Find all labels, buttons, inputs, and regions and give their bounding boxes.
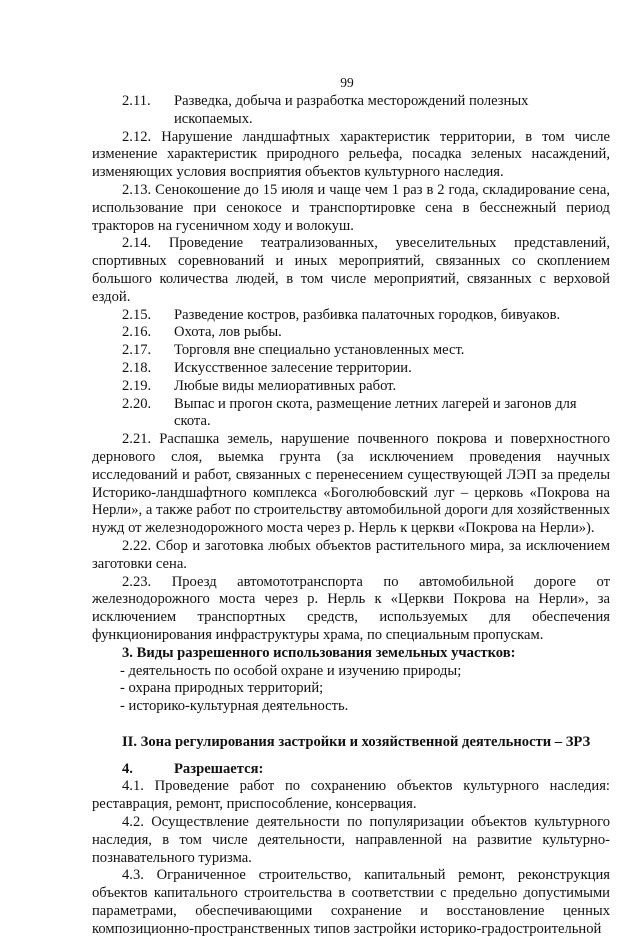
permitted-use-item: - деятельность по особой охране и изучению природы; <box>120 662 462 679</box>
list-item-2-15 <box>92 307 610 325</box>
list-item-2-18 <box>92 360 610 378</box>
item-text: Искусственное залесение территории. <box>174 359 412 376</box>
permitted-use-item: - историко-культурная деятельность. <box>120 698 349 715</box>
item-text: Торговля вне специально установленных мест. <box>174 342 465 359</box>
item-text: Охота, лов рыбы. <box>174 324 282 341</box>
permitted-use-item: - охрана природных территорий; <box>120 680 324 697</box>
list-item-2-19 <box>92 378 610 396</box>
item-number: 2.17. <box>122 342 152 359</box>
allowed-heading <box>92 761 610 779</box>
item-text: Разведка, добыча и разработка месторождений полезных ископаемых. <box>174 93 529 127</box>
paragraph-2-14: 2.14. Проведение театрализованных, увеселительных представлений, спортивных соревнований и иных мероприятий, связанных со скоплением большого количества людей, в том числе мероприятий, связанных с верховой ездой. <box>92 235 610 305</box>
item-text: Любые виды мелиоративных работ. <box>174 377 397 394</box>
paragraph-4-1: 4.1. Проведение работ по сохранению объектов культурного наследия: реставрация, ремонт, приспособление, консервация. <box>92 778 610 813</box>
list-item-2-11 <box>92 93 610 129</box>
paragraph-2-21: 2.21. Распашка земель, нарушение почвенного покрова и поверхностного дернового слоя, выемка грунта (за исключением проведения научных исследований и работ, связанных с перенесением существующей ЛЭП за пределы Историко-ландшафтного комплекса «Боголюбовский луг – церковь «Покрова на Нерли», а также работ по строительству автомобильной дороги для хозяйственных нужд от железнодорожного моста через р. Нерль к церкви «Покрова на Нерли»). <box>92 431 610 537</box>
paragraph-2-13: 2.13. Сенокошение до 15 июля и чаще чем 1 раз в 2 года, складирование сена, использование при сенокосе и транспортировке сена в бесснежный период тракторов на гусеничном ходу и волокуш. <box>92 181 610 234</box>
item-number: 2.11. <box>122 93 151 109</box>
paragraph-4-2: 4.2. Осуществление деятельности по популяризации объектов культурного наследия, в том числе деятельности, направленной на развитие культурно-познавательного туризма. <box>92 814 610 866</box>
list-item-2-20 <box>92 396 610 432</box>
section-3-title: 3. Виды разрешенного использования земельных участков: <box>122 644 516 661</box>
item-text: Выпас и прогон скота, размещение летних лагерей и загонов для скота. <box>174 395 577 430</box>
allowed-text: Разрешается: <box>174 760 264 777</box>
list-item-2-16 <box>92 324 610 342</box>
paragraph-2-12: 2.12. Нарушение ландшафтных характеристик территории, в том числе изменение характеристик природного рельефа, посадка зеленых насаждений, изменяющих условия восприятия объектов культурного наследия. <box>92 128 610 181</box>
paragraph-2-23: 2.23. Проезд автомототранспорта по автомобильной дороге от железнодорожного моста через р. Нерль к «Церкви Покрова на Нерли», за исключением транспортных средств, используемых для обеспечения функционирования инфраструктуры храма, по специальным пропускам. <box>92 573 610 643</box>
zone-title: II. Зона регулирования застройки и хозяйственной деятельности – ЗРЗ <box>122 733 591 750</box>
item-number: 2.20. <box>122 395 152 412</box>
item-text: Разведение костров, разбивка палаточных городков, бивуаков. <box>174 306 561 323</box>
allowed-number: 4. <box>122 760 133 777</box>
item-number: 2.15. <box>122 306 152 323</box>
item-number: 2.18. <box>122 359 152 376</box>
item-number: 2.16. <box>122 324 152 341</box>
item-number: 2.19. <box>122 377 152 394</box>
list-item-2-17 <box>92 342 610 360</box>
page-number: 99 <box>340 75 354 90</box>
paragraph-4-3: 4.3. Ограниченное строительство, капитальный ремонт, реконструкция объектов капитального строительства в соответствии с предельно допустимыми параметрами, обеспечивающими сохранение и восстановление ценных композиционно-пространственных типов застройки историко-градостроительной <box>92 867 610 937</box>
paragraph-2-22: 2.22. Сбор и заготовка любых объектов растительного мира, за исключением заготовки сена. <box>92 537 610 572</box>
